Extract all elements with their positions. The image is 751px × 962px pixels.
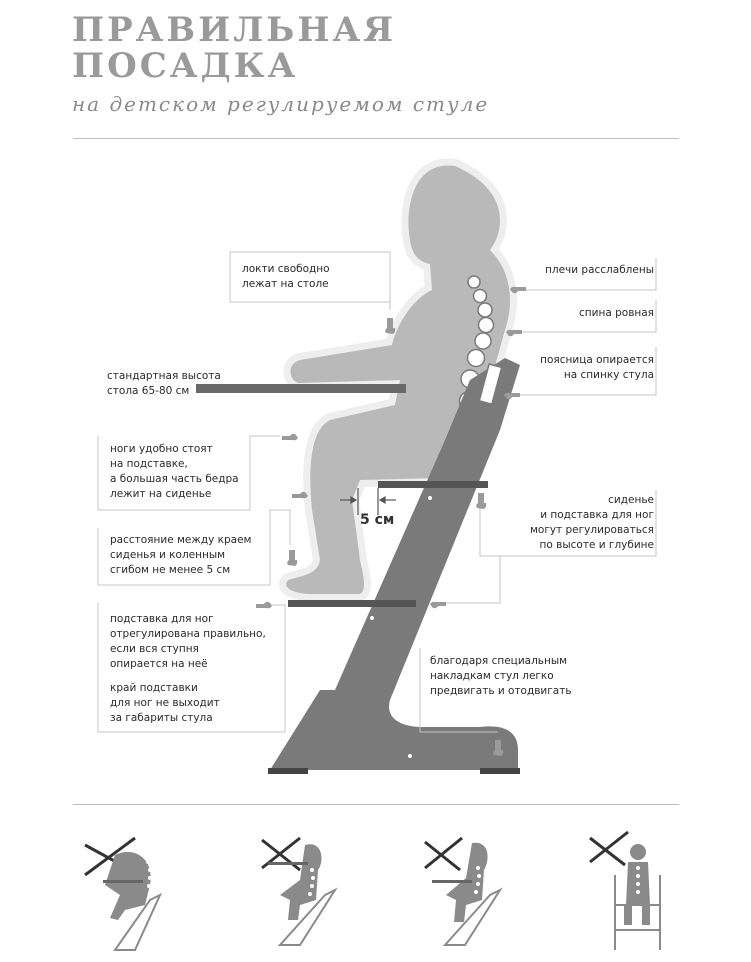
- label-lumbar: поясница опирается на спинку стула: [540, 354, 654, 381]
- title-line-2: ПОСАДКА: [72, 46, 299, 86]
- label-legs: ноги удобно стоят на подставке, а большая часть бедра лежит на сиденье: [110, 443, 239, 500]
- label-elbows: локти свободно лежат на столе: [242, 263, 330, 290]
- bad-posture-example-4: [590, 832, 660, 950]
- label-seat-adjust: сиденье и подставка для ног могут регулироваться по высоте и глубине: [529, 494, 654, 551]
- label-table-height: стандартная высота стола 65-80 см: [107, 370, 221, 397]
- label-back: спина ровная: [579, 307, 654, 319]
- bad-posture-example-2: [262, 838, 335, 945]
- bad-posture-example-1: [85, 838, 160, 950]
- bad-posture-example-3: [425, 838, 500, 945]
- label-distance: расстояние между краем сиденья и коленным сгибом не менее 5 см: [110, 534, 252, 576]
- label-slides: благодаря специальным накладкам стул легко предвигать и отодвигать: [430, 655, 572, 697]
- title-line-1: ПРАВИЛЬНАЯ: [72, 10, 397, 50]
- label-shoulders: плечи расслаблены: [545, 264, 654, 276]
- subtitle: на детском регулируемом стуле: [72, 92, 490, 116]
- label-footrest: подставка для ног отрегулирована правильно, если вся ступня опирается на неё: [110, 613, 266, 670]
- label-footrest-edge: край подставки для ног не выходит за габариты стула: [110, 682, 220, 724]
- gap-measure-label: 5 см: [360, 512, 395, 528]
- table-top: [196, 384, 406, 393]
